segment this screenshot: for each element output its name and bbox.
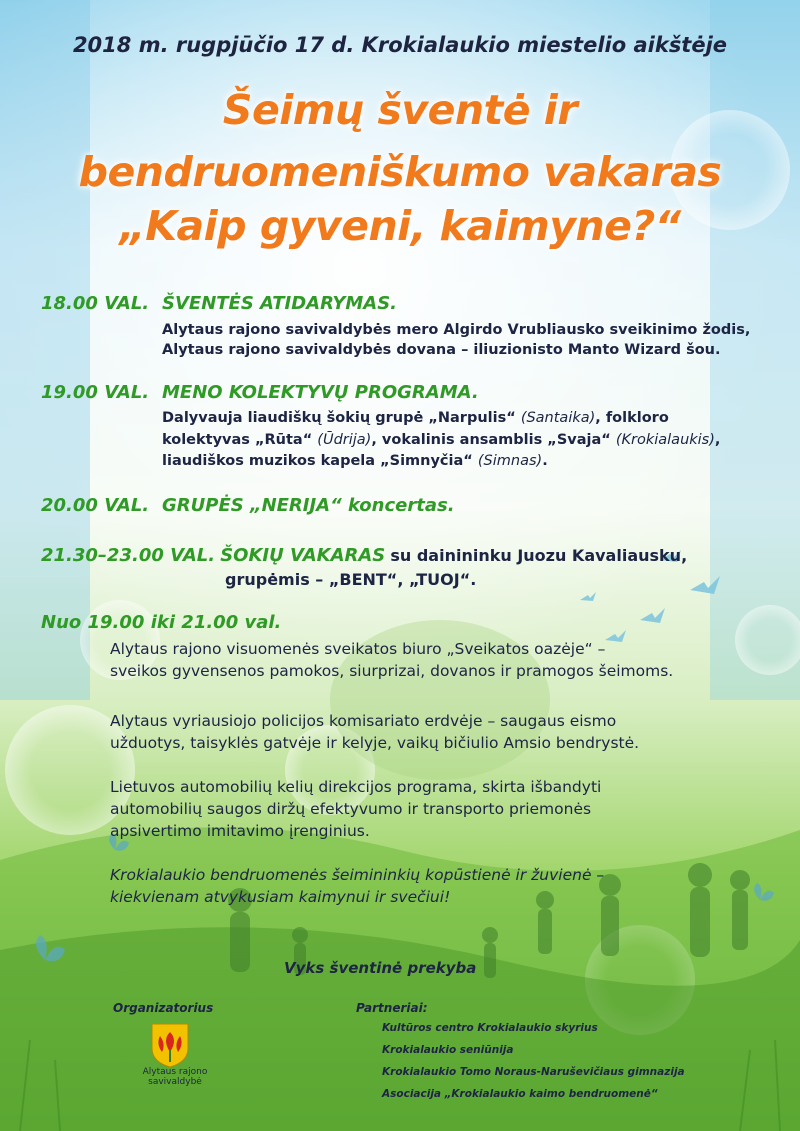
event-date-place: 2018 m. rugpjūčio 17 d. Krokialaukio miestelio aikštėje: [72, 33, 728, 57]
partner-item: Krokialaukio seniūnija: [382, 1044, 514, 1056]
title-line-2: bendruomeniškumo vakaras: [78, 148, 722, 196]
program-heading-4: ŠOKIŲ VAKARAS: [220, 545, 386, 566]
partner-item: Krokialaukio Tomo Noraus-Naruševičiaus gimnazija: [382, 1066, 685, 1078]
program-4-rest: su dainininku Juozu Kavaliausku,: [390, 546, 688, 565]
program-heading-3: GRUPĖS „NERIJA“ koncertas.: [162, 495, 455, 516]
program-heading-2: MENO KOLEKTYVŲ PROGRAMA.: [162, 382, 479, 403]
trade-announcement: Vyks šventinė prekyba: [284, 959, 477, 977]
organizer-title: Organizatorius: [113, 1001, 214, 1015]
program-time-3: 20.00 VAL.: [41, 495, 150, 516]
partners-title: Partneriai:: [356, 1001, 428, 1015]
partner-item: Asociacija „Krokialaukio kaimo bendruomenė“: [382, 1088, 658, 1100]
food-paragraph-line-1: Krokialaukio bendruomenės šeimininkių kopūstienė ir žuvienė –: [110, 866, 605, 884]
program-4-line-2: grupėmis – „BENT“, „TUOJ“.: [225, 570, 477, 589]
program-1-line-1: Alytaus rajono savivaldybės mero Algirdo Vrubliausko sveikinimo žodis,: [162, 322, 751, 338]
program-2-line-2: kolektyvas „Rūta“ (Ūdrija), vokalinis ansamblis „Svaja“ (Krokialaukis),: [162, 432, 721, 448]
program-time-5: Nuo 19.00 iki 21.00 val.: [41, 612, 282, 633]
program-row-4: [41, 545, 687, 566]
program-time-2: 19.00 VAL.: [41, 382, 150, 403]
title-line-1: Šeimų šventė ir: [222, 86, 578, 134]
program-time-4: 21.30–23.00 VAL.: [41, 545, 216, 566]
police-paragraph-line-1: Alytaus vyriausiojo policijos komisariato erdvėje – saugaus eismo: [110, 712, 617, 730]
program-time-1: 18.00 VAL.: [41, 293, 150, 314]
program-2-line-3: liaudiškos muzikos kapela „Simnyčia“ (Simnas).: [162, 453, 548, 469]
municipality-name: Alytaus rajono savivaldybė: [142, 1067, 208, 1087]
police-paragraph-line-2: užduotys, taisyklės gatvėje ir kelyje, vaikų bičiulio Amsio bendrystė.: [110, 734, 640, 752]
food-paragraph-line-2: kiekvienam atvykusiam kaimynui ir svečiui!: [110, 888, 451, 906]
program-heading-1: ŠVENTĖS ATIDARYMAS.: [162, 293, 398, 314]
partner-item: Kultūros centro Krokialaukio skyrius: [382, 1022, 598, 1034]
title-line-3: „Kaip gyveni, kaimyne?“: [119, 202, 681, 250]
health-paragraph-line-1: Alytaus rajono visuomenės sveikatos biuro „Sveikatos oazėje“ –: [110, 640, 606, 658]
roads-paragraph-line-2: automobilių saugos diržų efektyvumo ir transporto priemonės: [110, 800, 592, 818]
roads-paragraph-line-1: Lietuvos automobilių kelių direkcijos programa, skirta išbandyti: [110, 778, 602, 796]
program-1-line-2: Alytaus rajono savivaldybės dovana – iliuzionisto Manto Wizard šou.: [162, 342, 721, 358]
program-2-line-1: Dalyvauja liaudiškų šokių grupė „Narpulis“ (Santaika), folkloro: [162, 410, 669, 426]
roads-paragraph-line-3: apsivertimo imitavimo įrenginius.: [110, 822, 370, 840]
health-paragraph-line-2: sveikos gyvensenos pamokos, siurprizai, dovanos ir pramogos šeimoms.: [110, 662, 674, 680]
municipality-coat-of-arms-icon: [150, 1022, 190, 1068]
